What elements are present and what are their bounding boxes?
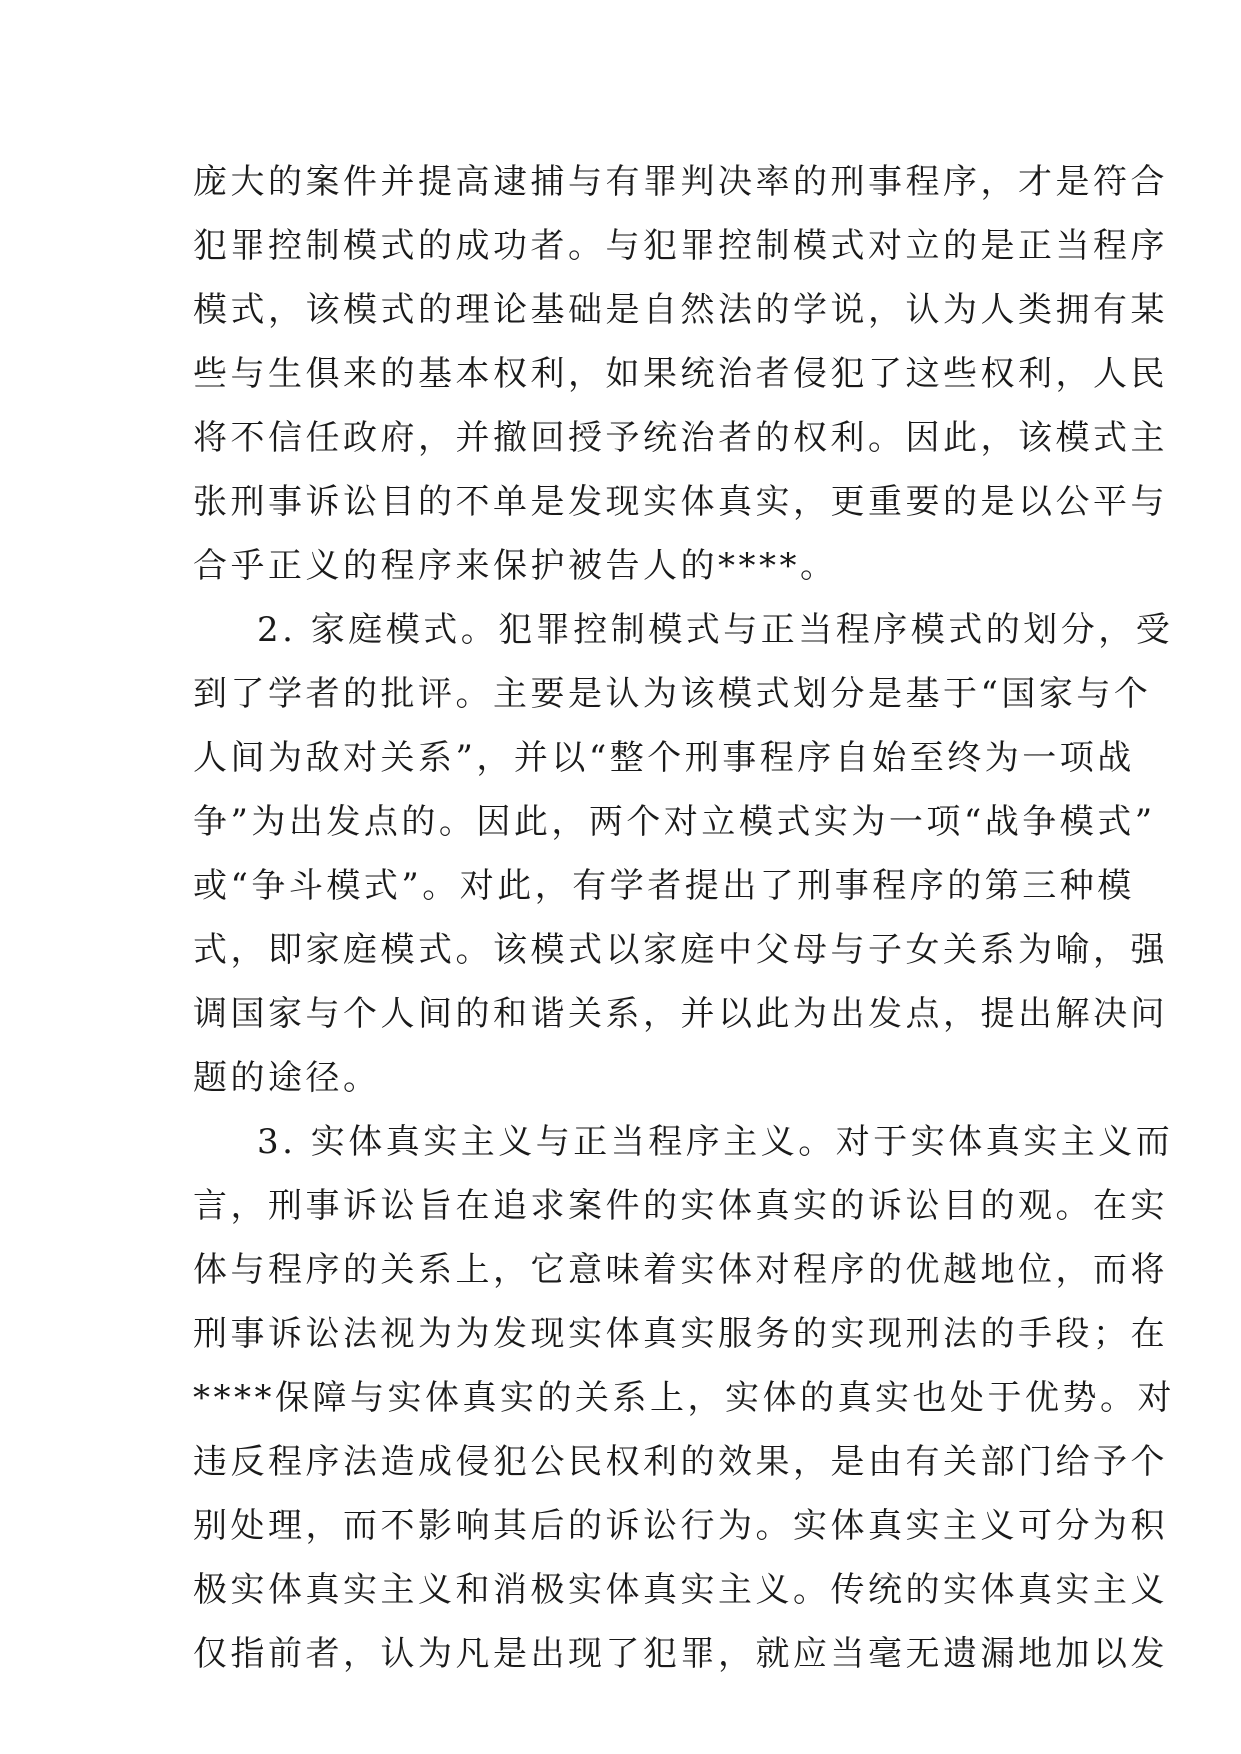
text-line: 言，刑事诉讼旨在追求案件的实体真实的诉讼目的观。在实 <box>193 1186 1168 1226</box>
text-line: 或“争斗模式”。对此，有学者提出了刑事程序的第三种模 <box>193 866 1135 906</box>
body-text <box>193 150 1175 1686</box>
text-line: ****保障与实体真实的关系上，实体的真实也处于优势。对 <box>193 1378 1175 1418</box>
text-line: 人间为敌对关系”，并以“整个刑事程序自始至终为一项战 <box>193 738 1135 778</box>
text-line: 极实体真实主义和消极实体真实主义。传统的实体真实主义 <box>193 1570 1168 1610</box>
text-line: 3. 实体真实主义与正当程序主义。对于实体真实主义而 <box>257 1122 1174 1162</box>
text-line: 式，即家庭模式。该模式以家庭中父母与子女关系为喻，强 <box>193 930 1168 970</box>
text-line: 争”为出发点的。因此，两个对立模式实为一项“战争模式” <box>193 802 1156 842</box>
text-line: 合乎正义的程序来保护被告人的****。 <box>193 546 838 586</box>
text-line: 刑事诉讼法视为为发现实体真实服务的实现刑法的手段；在 <box>193 1314 1168 1354</box>
text-line: 犯罪控制模式的成功者。与犯罪控制模式对立的是正当程序 <box>193 226 1168 266</box>
text-line: 些与生俱来的基本权利，如果统治者侵犯了这些权利，人民 <box>193 354 1168 394</box>
text-line: 2. 家庭模式。犯罪控制模式与正当程序模式的划分，受 <box>257 610 1174 650</box>
text-line: 到了学者的批评。主要是认为该模式划分是基于“国家与个 <box>193 674 1152 714</box>
paragraph-3 <box>193 1110 1175 1686</box>
text-line: 题的途径。 <box>193 1058 381 1098</box>
text-line: 别处理，而不影响其后的诉讼行为。实体真实主义可分为积 <box>193 1506 1168 1546</box>
text-line: 违反程序法造成侵犯公民权利的效果，是由有关部门给予个 <box>193 1442 1168 1482</box>
text-line: 仅指前者，认为凡是出现了犯罪，就应当毫无遗漏地加以发 <box>193 1634 1168 1674</box>
paragraph-2 <box>193 598 1174 1110</box>
text-line: 模式，该模式的理论基础是自然法的学说，认为人类拥有某 <box>193 290 1168 330</box>
paragraph-1 <box>193 150 1168 598</box>
text-line: 体与程序的关系上，它意味着实体对程序的优越地位，而将 <box>193 1250 1168 1290</box>
text-line: 将不信任政府，并撤回授予统治者的权利。因此，该模式主 <box>193 418 1168 458</box>
text-line: 张刑事诉讼目的不单是发现实体真实，更重要的是以公平与 <box>193 482 1168 522</box>
text-line: 调国家与个人间的和谐关系，并以此为出发点，提出解决问 <box>193 994 1168 1034</box>
text-line: 庞大的案件并提高逮捕与有罪判决率的刑事程序，才是符合 <box>193 162 1168 202</box>
